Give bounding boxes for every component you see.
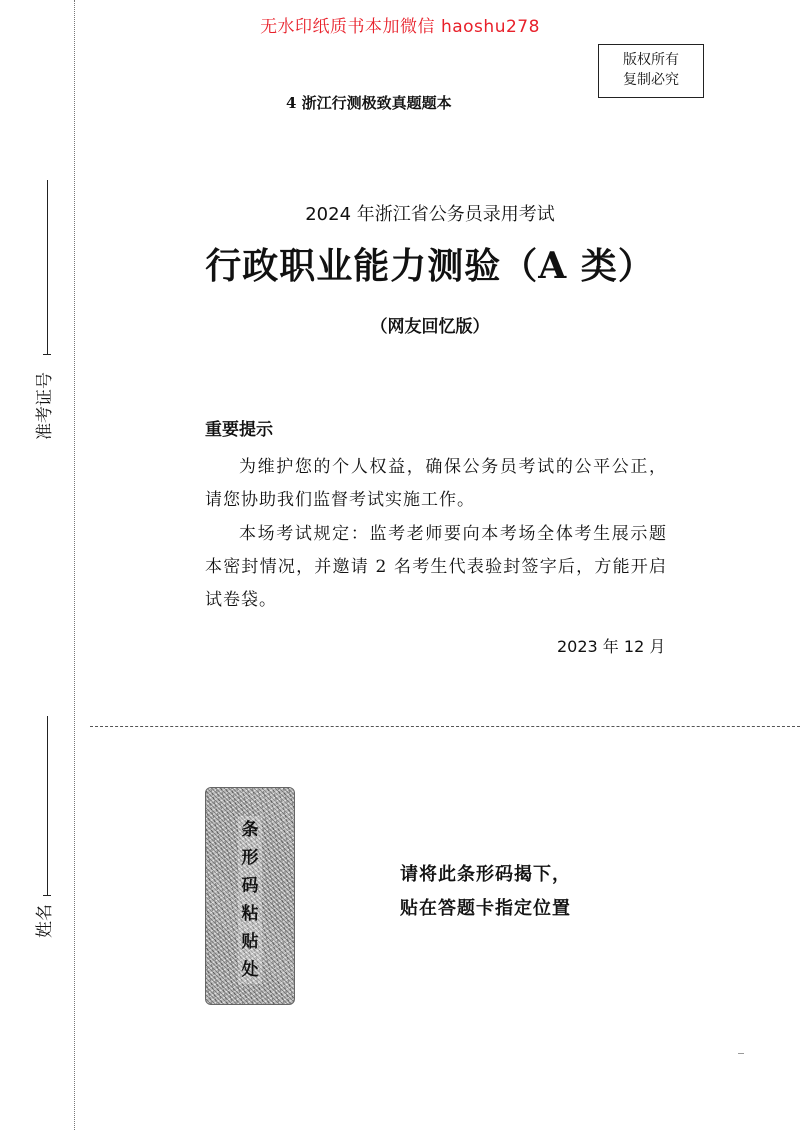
notice-heading: 重要提示 — [205, 420, 273, 440]
copyright-line-2: 复制必究 — [623, 72, 679, 88]
name-label: 姓名 — [35, 904, 55, 938]
barcode-area-label: 条形码粘贴处 — [238, 816, 262, 984]
admission-number-label: 准考证号 — [35, 372, 55, 440]
barcode-instruction-line-1: 请将此条形码揭下， — [400, 864, 571, 885]
name-tick — [43, 895, 51, 896]
tear-off-dashed-line — [90, 726, 800, 727]
watermark-text: 无水印纸质书本加微信 haoshu278 — [260, 17, 540, 37]
name-underline — [47, 716, 48, 896]
admission-number-tick — [43, 354, 51, 355]
notice-date: 2023 年 12 月 — [557, 637, 666, 656]
margin-mark — [738, 1053, 744, 1054]
copyright-box — [598, 44, 704, 98]
notice-paragraph-2: 本场考试规定：监考老师要向本考场全体考生展示题本密封情况，并邀请 2 名考生代表验封签字后，方能开启试卷袋。 — [205, 524, 667, 610]
exam-name: 2024 年浙江省公务员录用考试 — [305, 204, 555, 225]
series-title: 4 浙江行测极致真题题本 — [286, 94, 452, 112]
exam-subject-title: 行政职业能力测验（A 类） — [205, 245, 655, 287]
edition-label: （网友回忆版） — [370, 317, 490, 337]
notice-paragraph-1: 为维护您的个人权益，确保公务员考试的公平公正，请您协助我们监督考试实施工作。 — [205, 457, 667, 510]
binding-margin-dotted-line — [74, 0, 75, 1130]
barcode-instruction-line-2: 贴在答题卡指定位置 — [400, 898, 571, 919]
copyright-line-1: 版权所有 — [623, 52, 679, 68]
